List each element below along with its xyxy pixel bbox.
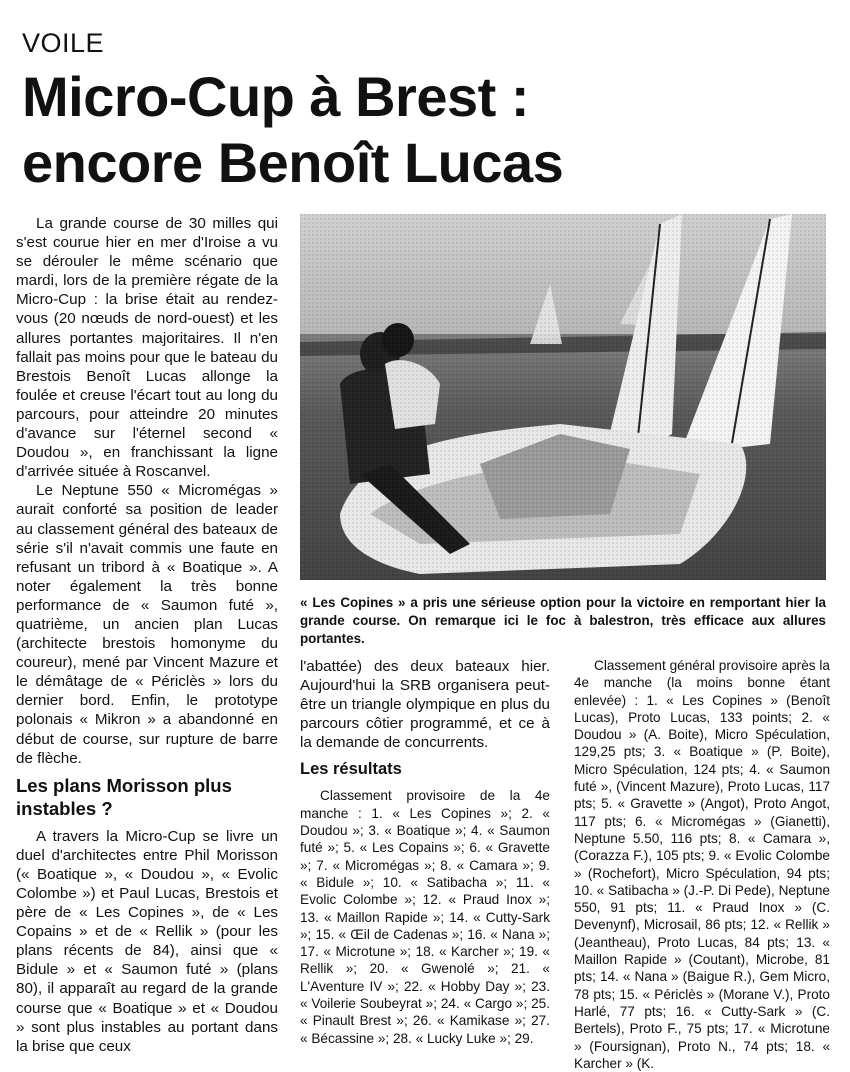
paragraph: l'abattée) des deux bateaux hier. Aujourd'hui la SRB organisera peut-être un triangle olympique en plus du parcours côtier programmé, et ce à la demande de concurrents. — [300, 658, 550, 752]
standings-paragraph: Classement général provisoire après la 4e manche (la moins bonne étant enlevée) : 1. « Les Copines » (Benoît Lucas), Proto Lucas, 133 points; 2. « Doudou » (A. Boite), Micro Spéculation, 129,25 pts; 3. « Boatique » (P. Boite), Micro Spéculation, 124 pts; 4. « Saumon futé », (Vincent Mazure), Proto Lucas, 117 pts; 5. « Gravette » (Angot), Proto Angot, 117 pts; 6. « Micromégas » (Gianetti), Neptune 5.50, 116 pts; 8. « Camara », (Corazza F.), 105 pts; 9. « Evolic Colombe » (Rochefort), Micro Spéculation, 94 pts; 10. « Satibacha » (J.-P. Di Pede), Neptune 550, 91 pts; 11. « Praud Inox » (C. Devenynf), Microsail, 86 pts; 12. « Rellik » (Jeantheau), Proto Lucas, 84 pts; 13. « Maillon Rapide » (Coutant), Microbe, 81 pts; 14. « Nana » (Baigue R.), Gem Micro, 78 pts; 15. « Périclès » (Morane V.), Proto Harlé, 77 pts; 16. « Cutty-Sark » (C. Bertels), Proto F., 75 pts; 17. « Microtune » (Foursignan), Proto N., 74 pts; 18. « Karcher » (K. — [574, 658, 830, 1071]
article-column-3 — [574, 657, 830, 1072]
sailboat-photo-graphic — [300, 214, 826, 580]
paragraph: La grande course de 30 milles qui s'est courue hier en mer d'Iroise a vu se dérouler le même scénario que mardi, lors de la première régate de la Micro-Cup : la brise était au rendez-vous (20 nœuds de nord-ouest) et les allures portantes majoritaires. Il n'en fallait pas moins pour que le bateau du Brestois Benoît Lucas allonge la foulée et creuse l'écart tout au long du parcours, pour atteindre 20 minutes d'avance sur l'éternel second « Doudou », en franchissant la ligne d'arrivée située à Roscanvel. — [16, 215, 278, 481]
headline-line-2: encore Benoît Lucas — [22, 131, 564, 194]
headline-line-1: Micro-Cup à Brest : — [22, 65, 529, 128]
photo-caption: « Les Copines » a pris une sérieuse option pour la victoire en remportant hier la grande course. On remarque ici le foc à balestron, très efficace aux allures portantes. — [300, 595, 826, 646]
article-column-2 — [300, 657, 550, 1047]
subheading-results: Les résultats — [300, 760, 402, 779]
paragraph: Le Neptune 550 « Micromégas » aurait conforté sa position de leader au classement général des bateaux de série s'il n'avait commis une faute en refusant un tribord à « Boatique ». A noter également la très bonne performance de « Saumon futé », quatrième, un ancien plan Lucas (architecte brestois homonyme du coureur), mené par Vincent Mazure et le démâtage de « Périclès » lors du dernier bord. Enfin, le prototype polonais « Mikron » a abandonné en début de course, sur rupture de barre de flèche. — [16, 482, 278, 767]
section-rubric: VOILE — [22, 28, 105, 58]
paragraph: A travers la Micro-Cup se livre un duel d'architectes entre Phil Morisson (« Boatique », « Doudou », « Evolic Colombe ») et Paul Lucas, Brestois et père de « Les Copines », de « Les Copains » et de « Rellik » (pour les plans récents de 84), ainsi que « Bidule » et « Saumon futé » (plans 80), il apparaît au regard de la grande course que « Boatique » et « Doudou » sont plus instables au portant dans la brise que ceux — [16, 827, 278, 1055]
subheading: Les plans Morisson plus instables ? — [16, 774, 232, 819]
article-column-1 — [16, 214, 278, 1056]
results-paragraph: Classement provisoire de la 4e manche : 1. « Les Copines »; 2. « Doudou »; 3. « Boatique »; 4. « Saumon futé »; 5. « Les Copains »; 6. « Gravette »; 7. « Micromégas »; 8. « Camara »; 9. « Bidule »; 10. « Satibacha »; 11. « Evolic Colombe »; 12. « Praud Inox »; 13. « Maillon Rapide »; 14. « Cutty-Sark »; 15. « Œil de Cadenas »; 16. « Nana »; 17. « Microtune »; 18. « Karcher »; 19. « Rellik »; 20. « Gwenolé »; 21. « L'Aventure IV »; 22. « Hobby Day »; 23. « Voilerie Soubeyrat »; 24. « Cargo »; 25. « Pinault Brest »; 26. « Kamikase »; 27. « Bécassine »; 28. « Lucky Luke »; 29. — [300, 788, 550, 1046]
sailboat-photo — [300, 214, 826, 580]
article-headline — [22, 64, 842, 196]
